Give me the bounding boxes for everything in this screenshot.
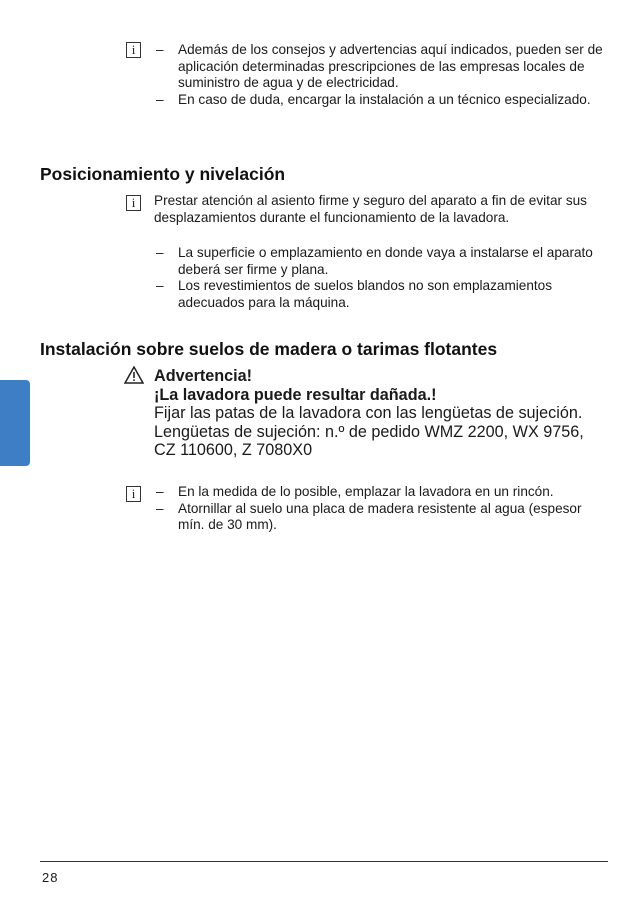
warning-title: Advertencia! (154, 367, 253, 385)
intro-list (154, 42, 604, 108)
info-icon: i (126, 486, 141, 502)
list-item: – En la medida de lo posible, emplazar la lavadora en un rincón. (156, 484, 554, 499)
list-item: – La superficie o emplazamiento en donde vaya a instalarse el aparato deberá ser firme y plana. (156, 245, 593, 277)
list-item: – Además de los consejos y advertencias aquí indicados, pueden ser de aplicación determinadas prescripciones de las empresas locales de suministro de agua y de electricidad. (156, 42, 603, 90)
warning-subtitle: ¡La lavadora puede resultar dañada.! (154, 385, 437, 404)
warning-parts: Lengüetas de sujeción: n.º de pedido WMZ 2200, WX 9756, CZ 110600, Z 7080X0 (154, 422, 584, 459)
warning-block (154, 367, 594, 460)
warning-triangle-icon (124, 366, 144, 384)
warning-body: Fijar las patas de la lavadora con las lengüetas de sujeción. (154, 404, 583, 422)
positioning-list (154, 245, 604, 311)
section-heading-wood-floors: Instalación sobre suelos de madera o tarimas flotantes (40, 339, 498, 359)
positioning-intro: Prestar atención al asiento firme y seguro del aparato a fin de evitar sus desplazamientos durante el funcionamiento de la lavadora. (154, 193, 587, 225)
footer-divider (40, 861, 608, 862)
list-item: – Atornillar al suelo una placa de madera resistente al agua (espesor mín. de 30 mm). (156, 500, 582, 532)
section-tab-marker (0, 380, 30, 466)
page-number: 28 (42, 870, 59, 885)
wood-floor-list (154, 484, 604, 534)
info-icon: i (126, 195, 141, 211)
info-icon: i (126, 42, 141, 58)
list-item: – Los revestimientos de suelos blandos no son emplazamientos adecuados para la máquina. (156, 278, 553, 310)
list-item: – En caso de duda, encargar la instalación a un técnico especializado. (156, 91, 591, 107)
section-heading-positioning: Posicionamiento y nivelación (40, 164, 286, 184)
